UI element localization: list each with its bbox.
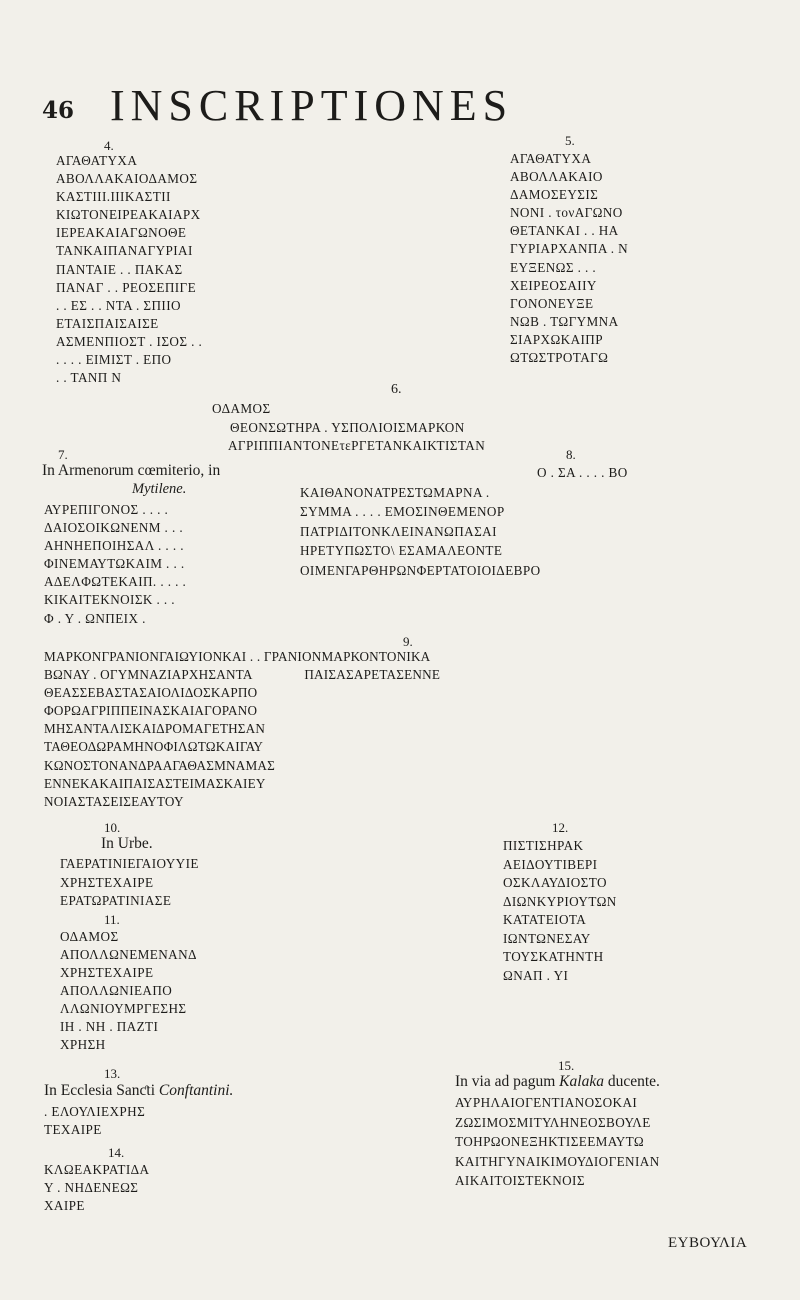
inscription-line: ΘΕΟΝΣΩΤΗΡΑ . ΥΣΠΟΛΙΟΙΣΜΑΡΚΟΝ [230, 419, 465, 435]
inscription-line: ΤΟΥΣΚΑΤΗΝΤΗ [503, 949, 604, 964]
inscription-line: ΘΕΑΣΣΕΒΑΣΤΑΣΑΙΟΛΙΔΟΣΚΑΡΠΟ [44, 685, 258, 701]
inscription-line: ΠΙΣΤΙΣΗΡΑΚ [503, 838, 584, 853]
inscription-line: ΧΡΗΣΗ [60, 1037, 106, 1052]
inscription-line: ΑΣΜΕΝΠΙΟΣΤ . ΙΣΟΣ . . [56, 333, 203, 349]
inscription-line: ΗΡΕΤΥΠΩΣΤΟ\ ΕΣΑΜΑΛΕΟΝΤΕ [300, 543, 503, 558]
inscription-line: ΩΤΩΣΤΡΟΤΑΓΩ [510, 350, 609, 366]
inscription-line: ΕΝΝΕΚΑΚΑΙΠΑΙΣΑΣΤΕΙΜΑΣΚΑΙΕΥ [44, 775, 266, 791]
running-head: INSCRIPTIONES [110, 81, 514, 130]
inscription-line: . . . . ΕΙΜΙΣΤ . ΕΠΟ [56, 352, 172, 368]
caption-place: Kalaka [559, 1073, 604, 1090]
inscription-line: ΛΛΩΝΙΟΥΜΡΓΕΣΗΣ [60, 1001, 187, 1016]
inscription-line: ΟΣΚΛΑΥΔΙΟΣΤΟ [503, 875, 607, 890]
inscription-line: ΦΙΝΕΜΑΥΤΩΚΑΙΜ . . . [44, 556, 185, 572]
inscription-line: ΟΙΜΕΝΓΑΡΘΗΡΩΝΦΕΡΤΑΤΟΙΟΙΔΕΒΡΟ [300, 562, 541, 578]
inscription-line: Υ . ΝΗΔΕΝΕΩΣ [44, 1180, 139, 1195]
inscription-line: ΚΑΣΤΙΙΙ.ΙΙΙΚΑΣΤΙΙ [56, 189, 171, 205]
inscription-number: 5. [565, 133, 575, 148]
inscription-line: ΧΕΙΡΕΟΣΑΙΙΥ [510, 277, 597, 293]
inscription-line: ΚΙΚΑΙΤΕΚΝΟΙΣΚ . . . [44, 592, 176, 608]
inscription-line: ΠΑΤΡΙΔΙΤΟΝΚΛΕΙΝΑΝΩΠΑΣΑΙ [300, 523, 497, 539]
inscription-line: ΜΑΡΚΟΝΓΡΑΝΙΟΝΓΑΙΩΥΙΟΝΚΑΙ . . ΓΡΑΝΙΟΝΜΑΡΚΟΝΤΟΝΙΚΑ [44, 649, 431, 664]
inscription-line: ΧΡΗΣΤΕΧΑΙΡΕ [60, 965, 154, 980]
inscription-line: ΓΟΝΟΝΕΥΞΕ [510, 295, 594, 311]
inscription-line: ΦΟΡΩΑΓΡΙΠΠΕΙΝΑΣΚΑΙΑΓΟΡΑΝΟ [44, 703, 258, 719]
inscription-line: ΑΓΡΙΠΠΙΑΝΤΟΝΕτεΡΓΕΤΑΝΚΑΙΚΤΙΣΤΑΝ [228, 438, 486, 453]
inscription-place: Mytilene. [132, 481, 187, 497]
inscription-line: . . ΤΑΝΠ Ν [56, 370, 122, 386]
inscription-13 [44, 1103, 145, 1139]
inscription-number: 14. [108, 1145, 125, 1160]
inscription-line: ΔΙΩΝΚΥΡΙΟΥΤΩΝ [503, 893, 617, 909]
inscription-line: ΕΥΞΕΝΩΣ . . . [510, 259, 597, 275]
inscription-line: ΙΗ . ΝΗ . ΠΑΖΤΙ [60, 1019, 159, 1034]
inscription-line: ΚΑΙΤΗΓΥΝΑΙΚΙΜΟΥΔΙΟΓΕΝΙΑΝ [455, 1153, 660, 1169]
inscription-line: ΣΥΜΜΑ . . . . ΕΜΟΣΙΝΘΕΜΕΝΟΡ [300, 504, 505, 519]
inscription-line: ΔΑΜΟΣΕΥΣΙΣ [510, 187, 599, 203]
inscription-12 [503, 837, 617, 985]
inscription-line: Ο . ΣΑ . . . . ΒΟ [537, 465, 628, 480]
inscription-11 [60, 928, 197, 1054]
inscription-line: ΖΩΣΙΜΟΣΜΙΤΥΛΗΝΕΟΣΒΟΥΛΕ [455, 1114, 651, 1130]
inscription-line: ΑΓΑΘΑΤΥΧΑ [56, 153, 138, 168]
inscription-4 [56, 152, 202, 387]
inscription-number: 13. [104, 1066, 121, 1081]
inscription-line: ΟΔΑΜΟΣ [60, 929, 119, 944]
caption-place: Conftantini. [158, 1082, 234, 1099]
inscription-caption [455, 1073, 660, 1091]
inscription-line: ΑΙΚΑΙΤΟΙΣΤΕΚΝΟΙΣ [455, 1173, 585, 1188]
inscription-line: ΑΓΑΘΑΤΥΧΑ [510, 151, 592, 166]
inscription-7 [44, 501, 186, 628]
inscription-line: ΓΑΕΡΑΤΙΝΙΕΓΑΙΟΥΥΙΕ [60, 856, 199, 871]
inscription-line: ΚΩΝΟΣΤΟΝΑΝΔΡΑΑΓΑΘΑΣΜΝΑΜΑΣ [44, 757, 275, 773]
inscription-number: 8. [566, 447, 576, 462]
inscription-line: ΜΗΣΑΝΤΑΛΙΣΚΑΙΔΡΟΜΑΓΕΤΗΣΑΝ [44, 721, 266, 737]
inscription-6 [200, 400, 485, 456]
inscription-number: 9. [403, 634, 413, 649]
inscription-number: 10. [104, 820, 121, 835]
inscription-line: ΒΩΝΑΥ . ΟΓΥΜΝΑΖΙΑΡΧΗΣΑΝΤΑ ΠΑΙΣΑΣΑΡΕΤΑΣΕΝΝΕ [44, 667, 441, 683]
inscription-line: . . ΕΣ . . ΝΤΑ . ΣΠΙΙΟ [56, 297, 181, 313]
page-number: 46 [42, 97, 75, 124]
inscription-number: 7. [58, 447, 68, 462]
caption-text: In Ecclesia Sanƈti [44, 1082, 159, 1099]
inscription-line: ΠΑΝΑΓ . . ΡΕΟΣΕΠΙΓΕ [56, 279, 197, 295]
inscription-line: ΙΩΝΤΩΝΕΣΑΥ [503, 930, 591, 946]
inscription-line: ΑΔΕΛΦΩΤΕΚΑΙΠ. . . . . [44, 574, 187, 590]
inscription-line: ΑΥΡΕΠΙΓΟΝΟΣ . . . . [44, 502, 169, 517]
inscription-8 [300, 463, 628, 580]
inscription-number: 15. [558, 1058, 575, 1073]
inscription-line: ΤΑΝΚΑΙΠΑΝΑΓΥΡΙΑΙ [56, 243, 193, 259]
inscription-line: Φ . Υ . ΩΝΠΕΙΧ . [44, 610, 146, 626]
inscription-line: ΓΥΡΙΑΡΧΑΝΠΑ . Ν [510, 241, 629, 257]
inscription-line: ΔΑΙΟΣΟΙΚΩΝΕΝΜ . . . [44, 520, 184, 536]
inscription-line: ΕΤΑΙΣΠΑΙΣΑΙΣΕ [56, 315, 159, 331]
inscription-line: ΝΟΙΑΣΤΑΣΕΙΣΕΑΥΤΟΥ [44, 793, 184, 809]
inscription-line: ΑΒΟΛΛΑΚΑΙΟΔΑΜΟΣ [56, 171, 198, 187]
catchword: ΕΥΒΟΥΛΙΑ [668, 1235, 748, 1251]
inscription-line: ΚΑΙΘΑΝΟΝΑΤΡΕΣΤΩΜΑΡΝΑ . [300, 484, 490, 500]
inscription-caption [44, 1082, 233, 1100]
inscription-line: ΚΑΤΑΤΕΙΟΤΑ [503, 912, 587, 927]
inscription-line: ΝΟΝΙ . τονΑΓΩΝΟ [510, 205, 623, 221]
inscription-line: ΧΡΗΣΤΕΧΑΙΡΕ [60, 874, 154, 890]
inscription-line: ΙΕΡΕΑΚΑΙΑΓΩΝΟΘΕ [56, 225, 187, 241]
inscription-line: ΤΑΘΕΟΔΩΡΑΜΗΝΟΦΙΛΩΤΩΚΑΙΓΑΥ [44, 739, 264, 755]
inscription-line: ΚΛΩΕΑΚΡΑΤΙΔΑ [44, 1162, 150, 1177]
inscription-line: ΑΠΟΛΛΩΝΕΜΕΝΑΝΔ [60, 947, 197, 962]
inscription-line: ΣΙΑΡΧΩΚΑΙΠΡ [510, 331, 603, 347]
inscription-line: ΑΠΟΛΛΩΝΙΕΑΠΟ [60, 983, 173, 998]
inscription-number: 4. [104, 138, 114, 153]
inscription-line: ΚΙΩΤΟΝΕΙΡΕΑΚΑΙΑΡΧ [56, 207, 201, 223]
inscription-line: ΧΑΙΡΕ [44, 1198, 85, 1213]
inscription-9 [44, 648, 440, 811]
inscription-line: ΑΗΝΗΕΠΟΙΗΣΑΛ . . . . [44, 538, 184, 554]
caption-text: ducente. [603, 1073, 660, 1090]
inscription-line: ΠΑΝΤΑΙΕ . . ΠΑΚΑΣ [56, 261, 183, 277]
inscription-line: ΑΒΟΛΛΑΚΑΙΟ [510, 169, 603, 185]
inscription-15 [455, 1093, 660, 1191]
inscription-line: ΝΩΒ . ΤΩΓΥΜΝΑ [510, 313, 619, 329]
inscription-5 [510, 150, 628, 367]
inscription-number: 6. [391, 382, 402, 397]
inscription-caption: In Armenorum cœmiterio, in [42, 462, 221, 479]
inscription-line: ΑΥΡΗΛΑΙΟΓΕΝΤΙΑΝΟΣΟΚΑΙ [455, 1095, 638, 1110]
inscription-line: ΤΕΧΑΙΡΕ [44, 1122, 102, 1137]
inscription-line: ΕΡΑΤΩΡΑΤΙΝΙΑΣΕ [60, 893, 172, 908]
inscription-line: ΩΝΑΠ . ΥΙ [503, 967, 569, 983]
inscription-line: ΘΕΤΑΝΚΑΙ . . ΗΑ [510, 223, 619, 239]
inscription-line: ΟΔΑΜΟΣ [212, 401, 271, 416]
inscription-number: 11. [104, 912, 120, 927]
inscription-line: ΑΕΙΔΟΥΤΙΒΕΡΙ [503, 856, 598, 872]
caption-text: In via ad pagum [455, 1073, 560, 1090]
inscription-line: ΤΟΗΡΩΟΝΕΞΗΚΤΙΣΕΕΜΑΥΤΩ [455, 1134, 645, 1149]
inscription-line: . ΕΛΟΥΛΙΕΧΡΗΣ [44, 1104, 146, 1119]
inscription-10 [60, 855, 199, 911]
inscription-number: 12. [552, 820, 569, 835]
inscription-caption: In Urbe. [101, 835, 153, 852]
inscription-14 [44, 1161, 149, 1215]
